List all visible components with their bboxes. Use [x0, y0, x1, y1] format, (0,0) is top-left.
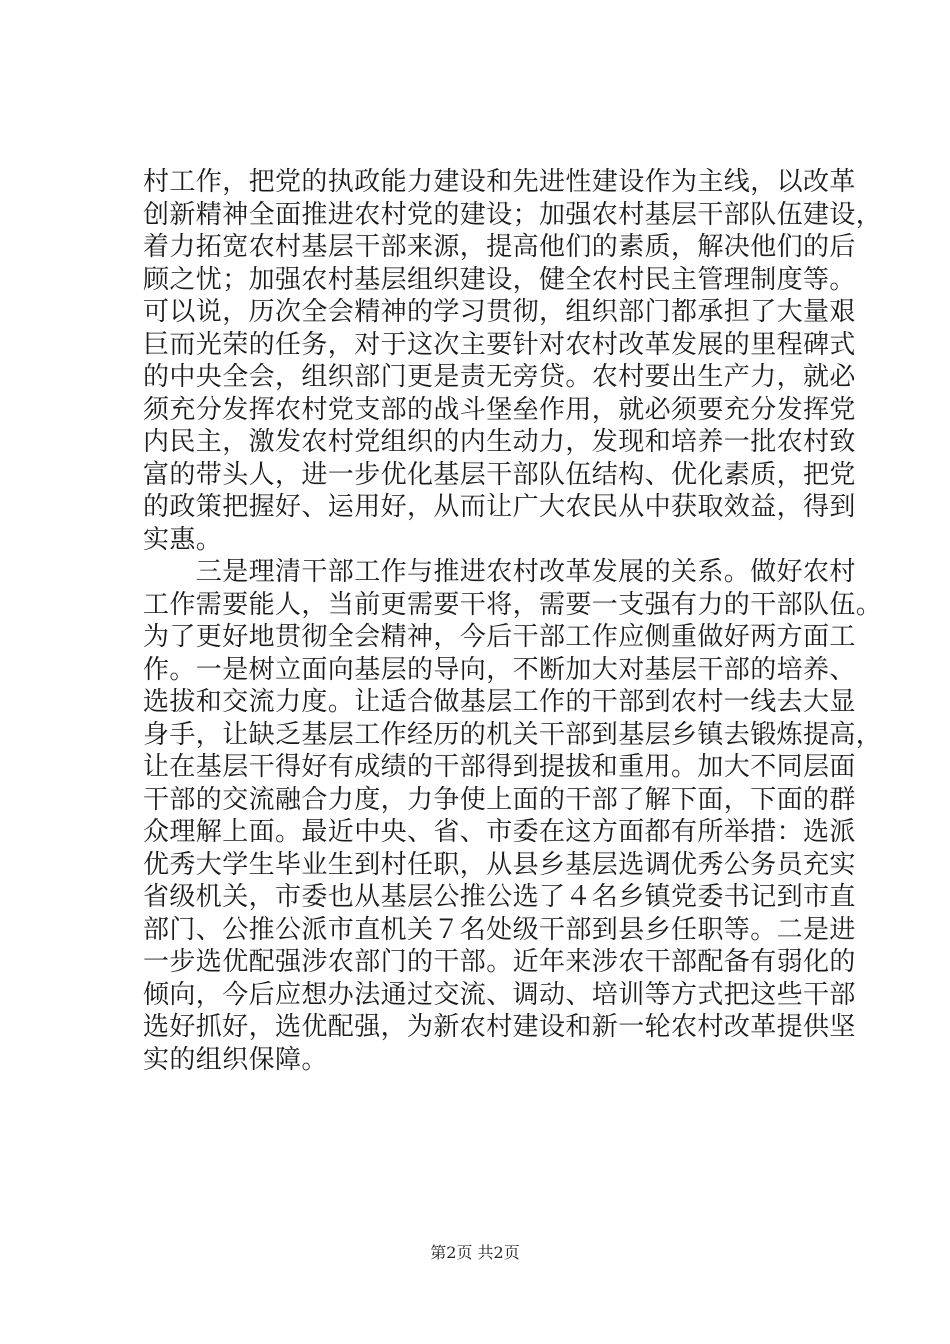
text-line: 部门、公推公派市直机关７名处级干部到县乡任职等。二是进 [143, 914, 856, 945]
page-number-footer: 第2页 共2页 [430, 1243, 520, 1262]
text-line: 省级机关，市委也从基层公推公选了４名乡镇党委书记到市直 [143, 882, 856, 912]
text-line: 村工作，把党的执政能力建设和先进性建设作为主线，以改革 [143, 167, 856, 197]
text-line: 巨而光荣的任务，对于这次主要针对农村改革发展的里程碑式 [143, 329, 856, 360]
text-line: 众理解上面。最近中央、省、市委在这方面都有所举措：选派 [143, 817, 856, 847]
text-line: 倾向，今后应想办法通过交流、调动、培训等方式把这些干部 [143, 979, 856, 1010]
text-line: 干部的交流融合力度，力争使上面的干部了解下面，下面的群 [143, 784, 856, 815]
text-line: 的政策把握好、运用好，从而让广大农民从中获取效益，得到 [143, 492, 856, 522]
text-line: 内民主，激发农村党组织的内生动力，发现和培养一批农村致 [143, 427, 856, 457]
body-text [143, 166, 883, 1076]
text-line: 为了更好地贯彻全会精神，今后干部工作应侧重做好两方面工 [143, 622, 856, 652]
text-line: 身手，让缺乏基层工作经历的机关干部到基层乡镇去锻炼提高， [143, 719, 883, 750]
text-line: 实惠。 [143, 524, 223, 555]
text-line: 可以说，历次全会精神的学习贯彻，组织部门都承担了大量艰 [143, 297, 856, 327]
text-line: 的中央全会，组织部门更是责无旁贷。农村要出生产力，就必 [143, 362, 856, 392]
text-line: 一步选优配强涉农部门的干部。近年来涉农干部配备有弱化的 [143, 947, 856, 977]
text-line: 创新精神全面推进农村党的建设；加强农村基层干部队伍建设， [143, 199, 883, 230]
text-line: 着力拓宽农村基层干部来源，提高他们的素质，解决他们的后 [143, 232, 856, 262]
text-line: 三是理清干部工作与推进农村改革发展的关系。做好农村 [143, 557, 856, 587]
text-line: 顾之忧；加强农村基层组织建设，健全农村民主管理制度等。 [143, 264, 856, 295]
text-line: 富的带头人，进一步优化基层干部队伍结构、优化素质，把党 [143, 459, 856, 490]
text-line: 选拔和交流力度。让适合做基层工作的干部到农村一线去大显 [143, 687, 856, 717]
text-line: 让在基层干得好有成绩的干部得到提拔和重用。加大不同层面 [143, 752, 856, 782]
text-line: 选好抓好，选优配强，为新农村建设和新一轮农村改革提供坚 [143, 1012, 856, 1042]
text-line: 优秀大学生毕业生到村任职，从县乡基层选调优秀公务员充实 [143, 849, 856, 880]
text-line: 工作需要能人，当前更需要干将，需要一支强有力的干部队伍。 [143, 589, 883, 620]
text-line: 须充分发挥农村党支部的战斗堡垒作用，就必须要充分发挥党 [143, 394, 856, 425]
text-line: 作。一是树立面向基层的导向，不断加大对基层干部的培养、 [143, 654, 856, 685]
text-line: 实的组织保障。 [143, 1044, 328, 1075]
